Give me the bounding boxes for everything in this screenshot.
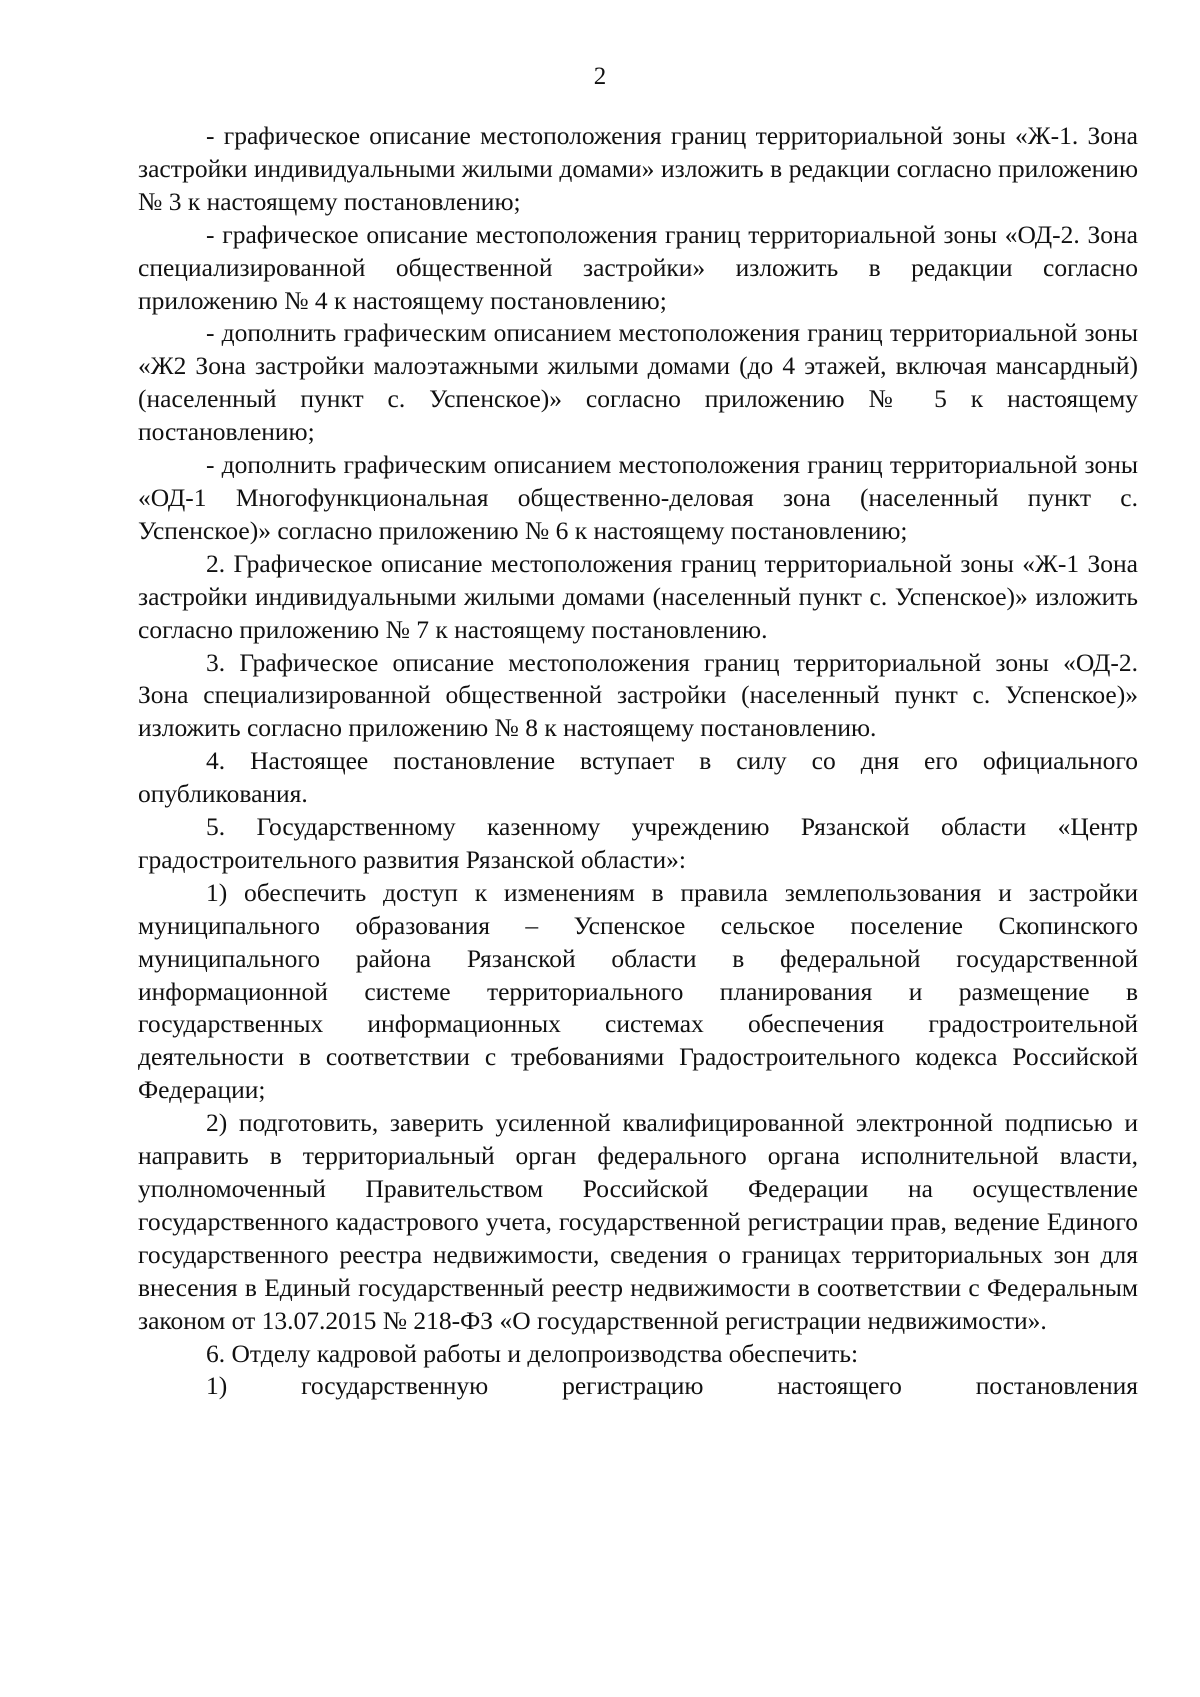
paragraph-item-4: 4. Настоящее постановление вступает в силу со дня его официального опубликования. [138,746,1138,809]
page-number: 2 [593,63,607,90]
last-line-word: регистрацию [562,1371,704,1401]
paragraph-item-5-sub-2: 2) подготовить, заверить усиленной квалифицированной электронной подписью и направить в территориальный орган федерального органа исполнительной власти, уполномоченный Правительством Российской Федерации на осуществление государственного кадастрового учета, государственной регистрации прав, ведение Единого государственного реестра недвижимости, сведения о границах территориальных зон для внесения в Единый государственный реестр недвижимости в соответствии с Федеральным законом от 13.07.2015 № 218-ФЗ «О государственной регистрации недвижимости». [138,1108,1138,1335]
paragraph-item-5: 5. Государственному казенному учреждению Рязанской области «Центр градостроительного развития Рязанской области»: [138,812,1138,874]
paragraph-zone-zh1-graphic: - графическое описание местоположения границ территориальной зоны «Ж-1. Зона застройки индивидуальными жилыми домами» изложить в редакции согласно приложению № 3 к настоящему постановлению; [138,121,1138,216]
last-line-word: государственную [301,1371,489,1401]
paragraph-add-zone-od1: - дополнить графическим описанием местоположения границ территориальной зоны «ОД-1 Многофункциональная общественно-деловая зона (населенный пункт с. Успенское)» согласно приложению № 6 к настоящему постановлению; [138,450,1138,545]
paragraph-add-zone-zh2: - дополнить графическим описанием местоположения границ территориальной зоны «Ж2 Зона застройки малоэтажными жилыми домами (до 4 этажей, включая мансардный) (населенный пункт с. Успенское)» согласно приложению № 5 к настоящему постановлению; [138,318,1138,447]
last-line-word: 1) [206,1371,228,1401]
paragraph-item-6-sub-1 [138,1370,1138,1403]
paragraph-item-2: 2. Графическое описание местоположения границ территориальной зоны «Ж-1 Зона застройки индивидуальными жилыми домами (населенный пункт с. Успенское)» изложить согласно приложению № 7 к настоящему постановлению. [138,548,1138,644]
last-line-word: настоящего [777,1371,902,1401]
paragraph-zone-od2-graphic: - графическое описание местоположения границ территориальной зоны «ОД-2. Зона специализированной общественной застройки» изложить в редакции согласно приложению № 4 к настоящему постановлению; [138,219,1138,315]
document-body [138,120,1138,1403]
paragraph-item-6: 6. Отделу кадровой работы и делопроизводства обеспечить: [206,1338,859,1368]
last-line-word: постановления [975,1371,1138,1401]
paragraph-item-5-sub-1: 1) обеспечить доступ к изменениям в правила землепользования и застройки муниципального образования – Успенское сельское поселение Скопинского муниципального района Рязанской области в федеральной государственной информационной системе территориального планирования и размещение в государственных информационных системах обеспечения градостроительной деятельности в соответствии с требованиями Градостроительного кодекса Российской Федерации; [138,877,1138,1105]
paragraph-item-3: 3. Графическое описание местоположения границ территориальной зоны «ОД-2. Зона специализированной общественной застройки (населенный пункт с. Успенское)» изложить согласно приложению № 8 к настоящему постановлению. [138,647,1138,743]
